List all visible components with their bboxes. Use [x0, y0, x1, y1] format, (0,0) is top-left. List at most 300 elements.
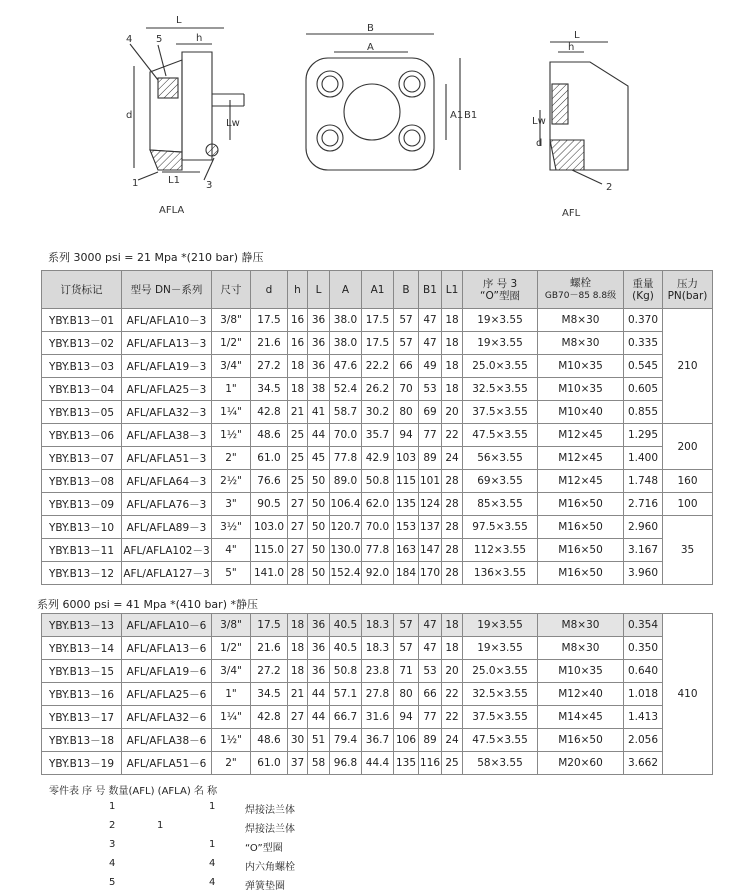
- table-cell: 66: [394, 355, 419, 378]
- table-cell: 3.167: [624, 539, 663, 562]
- table-cell: 36: [308, 637, 330, 660]
- table-cell: 38.0: [330, 332, 362, 355]
- parts-afla: 4: [209, 877, 216, 888]
- table-cell: AFL/AFLA19－3: [122, 355, 212, 378]
- parts-name: 弹簧垫圈: [245, 881, 285, 892]
- table-row: [42, 516, 713, 539]
- table-cell: 62.0: [362, 493, 394, 516]
- table-cell: 27: [288, 516, 308, 539]
- table-cell: 94: [394, 424, 419, 447]
- col-oring: [463, 271, 538, 309]
- table-cell: 18: [288, 355, 308, 378]
- table-cell: 18.3: [362, 637, 394, 660]
- table-cell: 16: [288, 332, 308, 355]
- col-model: 型号 DN－系列: [122, 271, 212, 309]
- table-cell: 37: [288, 752, 308, 775]
- table-cell: 80: [394, 401, 419, 424]
- table-cell: AFL/AFLA13－3: [122, 332, 212, 355]
- table-cell: 70.0: [330, 424, 362, 447]
- label-d-right: d: [536, 138, 543, 149]
- table-cell: 1½": [212, 729, 251, 752]
- table-cell: 3/4": [212, 660, 251, 683]
- table-cell: AFL/AFLA64－3: [122, 470, 212, 493]
- table-cell: 120.7: [330, 516, 362, 539]
- table-cell: 24: [442, 447, 463, 470]
- table-cell: M16×50: [538, 562, 624, 585]
- table-row: [42, 401, 713, 424]
- table-cell: 5": [212, 562, 251, 585]
- table-cell: 58.7: [330, 401, 362, 424]
- table-row: [42, 637, 713, 660]
- table-cell: 17.5: [362, 309, 394, 332]
- table-cell: M10×40: [538, 401, 624, 424]
- table-cell: 19×3.55: [463, 332, 538, 355]
- table-cell: 28: [442, 470, 463, 493]
- table-cell: 32.5×3.55: [463, 683, 538, 706]
- table-cell: AFL/AFLA10－3: [122, 309, 212, 332]
- table-cell: 0.350: [624, 637, 663, 660]
- pressure-cell: 35: [663, 516, 713, 585]
- table-cell: 17.5: [362, 332, 394, 355]
- table-cell: 21.6: [251, 332, 288, 355]
- table-cell: 69: [419, 401, 442, 424]
- col-L1: L1: [442, 271, 463, 309]
- table-cell: 18: [288, 660, 308, 683]
- table-cell: 1.413: [624, 706, 663, 729]
- table-cell: 51: [308, 729, 330, 752]
- table-cell: M8×30: [538, 614, 624, 637]
- table-cell: 89: [419, 729, 442, 752]
- technical-drawings: [0, 0, 741, 240]
- table-cell: 69×3.55: [463, 470, 538, 493]
- table-cell: M16×50: [538, 516, 624, 539]
- table-cell: 1¼": [212, 401, 251, 424]
- label-1: 1: [132, 178, 139, 189]
- table-cell: AFL/AFLA38－3: [122, 424, 212, 447]
- table-cell: 42.8: [251, 706, 288, 729]
- table-cell: 70.0: [362, 516, 394, 539]
- table-cell: 3½": [212, 516, 251, 539]
- table-cell: 23.8: [362, 660, 394, 683]
- pressure-cell: 100: [663, 493, 713, 516]
- table-cell: 115: [394, 470, 419, 493]
- table-cell: 135: [394, 752, 419, 775]
- table-cell: YBY.B13－04: [42, 378, 122, 401]
- table-cell: 30.2: [362, 401, 394, 424]
- parts-no: 4: [109, 858, 116, 869]
- table-cell: 2": [212, 752, 251, 775]
- table-cell: M10×35: [538, 378, 624, 401]
- table-cell: 36: [308, 309, 330, 332]
- col-d: d: [251, 271, 288, 309]
- col-B: B: [394, 271, 419, 309]
- table-cell: 18: [288, 614, 308, 637]
- table-cell: M12×45: [538, 470, 624, 493]
- table-cell: 1.295: [624, 424, 663, 447]
- table-cell: 77: [419, 706, 442, 729]
- table-cell: 61.0: [251, 447, 288, 470]
- table-cell: 2.960: [624, 516, 663, 539]
- table-cell: 152.4: [330, 562, 362, 585]
- table-cell: 34.5: [251, 378, 288, 401]
- table-row: [42, 470, 713, 493]
- series-1-table: [41, 270, 713, 585]
- table-row: [42, 424, 713, 447]
- table-cell: YBY.B13－01: [42, 309, 122, 332]
- table-cell: 115.0: [251, 539, 288, 562]
- table-cell: 49: [419, 355, 442, 378]
- table-cell: AFL/AFLA13－6: [122, 637, 212, 660]
- table-cell: YBY.B13－15: [42, 660, 122, 683]
- col-L: L: [308, 271, 330, 309]
- table-cell: 57: [394, 309, 419, 332]
- table-cell: 21.6: [251, 637, 288, 660]
- table-cell: 32.5×3.55: [463, 378, 538, 401]
- table-cell: 3/8": [212, 309, 251, 332]
- col-B1: B1: [419, 271, 442, 309]
- table-cell: 0.370: [624, 309, 663, 332]
- table-row: [42, 309, 713, 332]
- col-order: 订货标记: [42, 271, 122, 309]
- col-bolt: [538, 271, 624, 309]
- table-cell: 137: [419, 516, 442, 539]
- table-cell: 36.7: [362, 729, 394, 752]
- table-cell: AFL/AFLA51－3: [122, 447, 212, 470]
- table-cell: 42.8: [251, 401, 288, 424]
- table-cell: AFL/AFLA32－3: [122, 401, 212, 424]
- table-cell: 147: [419, 539, 442, 562]
- table-cell: 89: [419, 447, 442, 470]
- table-cell: 85×3.55: [463, 493, 538, 516]
- pressure-bottom: PN(bar): [667, 289, 708, 302]
- table-row: [42, 332, 713, 355]
- table-cell: 50.8: [362, 470, 394, 493]
- table-cell: YBY.B13－14: [42, 637, 122, 660]
- table-cell: 89.0: [330, 470, 362, 493]
- parts-name: 焊接法兰体: [245, 824, 295, 835]
- table-row: [42, 562, 713, 585]
- table-cell: AFL/AFLA32－6: [122, 706, 212, 729]
- table-cell: 2.716: [624, 493, 663, 516]
- table-cell: 47.6: [330, 355, 362, 378]
- table-cell: M16×50: [538, 493, 624, 516]
- table-cell: 1/2": [212, 332, 251, 355]
- table-cell: 21: [288, 683, 308, 706]
- table-header-row: [42, 271, 713, 309]
- table-cell: 61.0: [251, 752, 288, 775]
- pressure-cell: 200: [663, 424, 713, 470]
- table-cell: 2": [212, 447, 251, 470]
- table-cell: 18: [442, 309, 463, 332]
- table-cell: AFL/AFLA19－6: [122, 660, 212, 683]
- parts-no: 1: [109, 801, 116, 812]
- table-cell: 28: [442, 493, 463, 516]
- col-A1: A1: [362, 271, 394, 309]
- table-cell: 44: [308, 424, 330, 447]
- table-cell: AFL/AFLA51－6: [122, 752, 212, 775]
- table-cell: 47: [419, 332, 442, 355]
- table-cell: 1": [212, 683, 251, 706]
- table-cell: 22: [442, 706, 463, 729]
- label-5: 5: [156, 34, 163, 45]
- table-cell: 92.0: [362, 562, 394, 585]
- table-cell: 71: [394, 660, 419, 683]
- col-A: A: [330, 271, 362, 309]
- col-pressure: [663, 271, 713, 309]
- table-cell: AFL/AFLA102－3: [122, 539, 212, 562]
- table-cell: 18: [288, 637, 308, 660]
- table-cell: 66.7: [330, 706, 362, 729]
- table-cell: 22: [442, 424, 463, 447]
- table-cell: YBY.B13－19: [42, 752, 122, 775]
- table-cell: 34.5: [251, 683, 288, 706]
- table-cell: 70: [394, 378, 419, 401]
- table-cell: 22: [442, 683, 463, 706]
- table-cell: 76.6: [251, 470, 288, 493]
- table-cell: 37.5×3.55: [463, 706, 538, 729]
- afla-caption: AFLA: [159, 205, 185, 216]
- table-cell: YBY.B13－08: [42, 470, 122, 493]
- table-cell: 136×3.55: [463, 562, 538, 585]
- table-cell: 17.5: [251, 614, 288, 637]
- table-cell: 27: [288, 493, 308, 516]
- label-d: d: [126, 110, 133, 121]
- label-L: L: [176, 15, 182, 26]
- table-cell: YBY.B13－06: [42, 424, 122, 447]
- table-cell: 38.0: [330, 309, 362, 332]
- table-cell: 52.4: [330, 378, 362, 401]
- parts-no: 3: [109, 839, 116, 850]
- parts-afla: 4: [209, 858, 216, 869]
- table-cell: 50: [308, 470, 330, 493]
- table-cell: 101: [419, 470, 442, 493]
- table-cell: 25: [288, 470, 308, 493]
- pressure-cell: 160: [663, 470, 713, 493]
- table-cell: 135: [394, 493, 419, 516]
- table-cell: M12×45: [538, 447, 624, 470]
- table-cell: 57: [394, 614, 419, 637]
- table-cell: 27.2: [251, 660, 288, 683]
- table-cell: 0.354: [624, 614, 663, 637]
- table-cell: M10×35: [538, 660, 624, 683]
- table-cell: 16: [288, 309, 308, 332]
- table-cell: 35.7: [362, 424, 394, 447]
- table-cell: 94: [394, 706, 419, 729]
- table-cell: 30: [288, 729, 308, 752]
- table-cell: M16×50: [538, 729, 624, 752]
- table-cell: 36: [308, 614, 330, 637]
- table-row: [42, 660, 713, 683]
- table-cell: 1½": [212, 424, 251, 447]
- table-cell: 19×3.55: [463, 309, 538, 332]
- table-cell: 124: [419, 493, 442, 516]
- table-cell: 141.0: [251, 562, 288, 585]
- table-cell: 37.5×3.55: [463, 401, 538, 424]
- series-2-title: 系列 6000 psi = 41 Mpa *(410 bar) *静压: [37, 598, 258, 611]
- label-4: 4: [126, 34, 133, 45]
- table-cell: 18: [442, 332, 463, 355]
- table-cell: 50: [308, 539, 330, 562]
- table-cell: 170: [419, 562, 442, 585]
- table-cell: M14×45: [538, 706, 624, 729]
- parts-no: 5: [109, 877, 116, 888]
- table-cell: 47: [419, 309, 442, 332]
- table-cell: YBY.B13－11: [42, 539, 122, 562]
- series-1-title: 系列 3000 psi = 21 Mpa *(210 bar) 静压: [48, 251, 264, 264]
- parts-name: 内六角螺栓: [245, 862, 295, 873]
- table-cell: 41: [308, 401, 330, 424]
- table-cell: 18: [442, 614, 463, 637]
- parts-no: 2: [109, 820, 116, 831]
- table-cell: 36: [308, 355, 330, 378]
- table-cell: 106.4: [330, 493, 362, 516]
- table-cell: 3.960: [624, 562, 663, 585]
- table-cell: 50: [308, 516, 330, 539]
- parts-afla: 1: [209, 839, 216, 850]
- table-cell: 25: [288, 424, 308, 447]
- table-cell: 50: [308, 493, 330, 516]
- table-cell: 58: [308, 752, 330, 775]
- table-cell: 47: [419, 614, 442, 637]
- table-cell: 2.056: [624, 729, 663, 752]
- table-cell: 53: [419, 378, 442, 401]
- parts-name: “O”型圈: [245, 843, 283, 854]
- table-cell: 0.855: [624, 401, 663, 424]
- table-cell: M12×45: [538, 424, 624, 447]
- table-cell: M12×40: [538, 683, 624, 706]
- table-cell: M8×30: [538, 637, 624, 660]
- table-cell: 27: [288, 706, 308, 729]
- label-A1: A1: [450, 110, 464, 121]
- table-cell: 77: [419, 424, 442, 447]
- table-row: [42, 706, 713, 729]
- table-cell: 20: [442, 660, 463, 683]
- table-cell: 103.0: [251, 516, 288, 539]
- table-cell: 96.8: [330, 752, 362, 775]
- bolt-top: 螺栓: [570, 277, 591, 289]
- table-cell: 77.8: [330, 447, 362, 470]
- table-cell: 18: [442, 637, 463, 660]
- parts-header: 零件表 序 号 数量(AFL) (AFLA) 名 称: [49, 786, 218, 797]
- table-cell: 25.0×3.55: [463, 355, 538, 378]
- col-weight: [624, 271, 663, 309]
- table-cell: 3/8": [212, 614, 251, 637]
- table-row: [42, 447, 713, 470]
- pressure-top: 压力: [677, 277, 698, 290]
- table-cell: 56×3.55: [463, 447, 538, 470]
- table-cell: 77.8: [362, 539, 394, 562]
- table-cell: 57: [394, 637, 419, 660]
- table-cell: 66: [419, 683, 442, 706]
- table-cell: 21: [288, 401, 308, 424]
- oring-bottom: “O”型圈: [480, 289, 520, 302]
- label-L1: L1: [168, 175, 180, 186]
- table-cell: 1": [212, 378, 251, 401]
- table-cell: 112×3.55: [463, 539, 538, 562]
- table-cell: YBY.B13－13: [42, 614, 122, 637]
- table-cell: 27.8: [362, 683, 394, 706]
- table-cell: 50.8: [330, 660, 362, 683]
- table-cell: 47.5×3.55: [463, 424, 538, 447]
- afl-side-view: [540, 42, 628, 184]
- label-Lw: Lw: [226, 118, 240, 129]
- bolt-bottom: GB70－85 8.8级: [544, 291, 617, 301]
- table-cell: 0.605: [624, 378, 663, 401]
- table-cell: 3.662: [624, 752, 663, 775]
- table-cell: 1/2": [212, 637, 251, 660]
- table-cell: 2½": [212, 470, 251, 493]
- table-cell: 3/4": [212, 355, 251, 378]
- label-Lw-right: Lw: [532, 116, 546, 127]
- table-cell: YBY.B13－02: [42, 332, 122, 355]
- table-cell: 25.0×3.55: [463, 660, 538, 683]
- table-cell: 45: [308, 447, 330, 470]
- table-cell: 18.3: [362, 614, 394, 637]
- table-cell: 28: [442, 562, 463, 585]
- table-cell: YBY.B13－03: [42, 355, 122, 378]
- table-cell: 44.4: [362, 752, 394, 775]
- table-row: [42, 378, 713, 401]
- table-cell: YBY.B13－17: [42, 706, 122, 729]
- flange-front-view: [306, 34, 460, 170]
- table-cell: 1¼": [212, 706, 251, 729]
- table-cell: 48.6: [251, 729, 288, 752]
- table-cell: 44: [308, 706, 330, 729]
- afla-side-view: [130, 28, 244, 180]
- table-cell: 106: [394, 729, 419, 752]
- table-cell: 36: [308, 332, 330, 355]
- table-cell: 130.0: [330, 539, 362, 562]
- table-cell: YBY.B13－12: [42, 562, 122, 585]
- table-row: [42, 683, 713, 706]
- table-cell: M8×30: [538, 332, 624, 355]
- table-cell: 40.5: [330, 614, 362, 637]
- col-size: 尺寸: [212, 271, 251, 309]
- table-row: [42, 729, 713, 752]
- oring-top: 序 号 3: [482, 277, 518, 290]
- table-cell: AFL/AFLA25－6: [122, 683, 212, 706]
- table-cell: 163: [394, 539, 419, 562]
- table-cell: 184: [394, 562, 419, 585]
- table-cell: 1.018: [624, 683, 663, 706]
- table-cell: 50: [308, 562, 330, 585]
- table-cell: 1.748: [624, 470, 663, 493]
- table-cell: 24: [442, 729, 463, 752]
- table-row: [42, 493, 713, 516]
- table-cell: 18: [442, 355, 463, 378]
- table-cell: 44: [308, 683, 330, 706]
- table-cell: 28: [288, 562, 308, 585]
- table-cell: 22.2: [362, 355, 394, 378]
- table-cell: 80: [394, 683, 419, 706]
- weight-top: 重量: [632, 277, 654, 290]
- parts-list: [49, 782, 369, 892]
- table-cell: YBY.B13－05: [42, 401, 122, 424]
- table-row: [42, 539, 713, 562]
- table-cell: 18: [288, 378, 308, 401]
- table-cell: 25: [288, 447, 308, 470]
- table-cell: 28: [442, 516, 463, 539]
- label-h-right: h: [568, 42, 575, 53]
- table-cell: 0.545: [624, 355, 663, 378]
- table-cell: 3": [212, 493, 251, 516]
- parts-afl: 1: [157, 820, 164, 831]
- table-cell: 27.2: [251, 355, 288, 378]
- table-cell: 57.1: [330, 683, 362, 706]
- table-cell: 116: [419, 752, 442, 775]
- table-cell: YBY.B13－10: [42, 516, 122, 539]
- table-cell: 17.5: [251, 309, 288, 332]
